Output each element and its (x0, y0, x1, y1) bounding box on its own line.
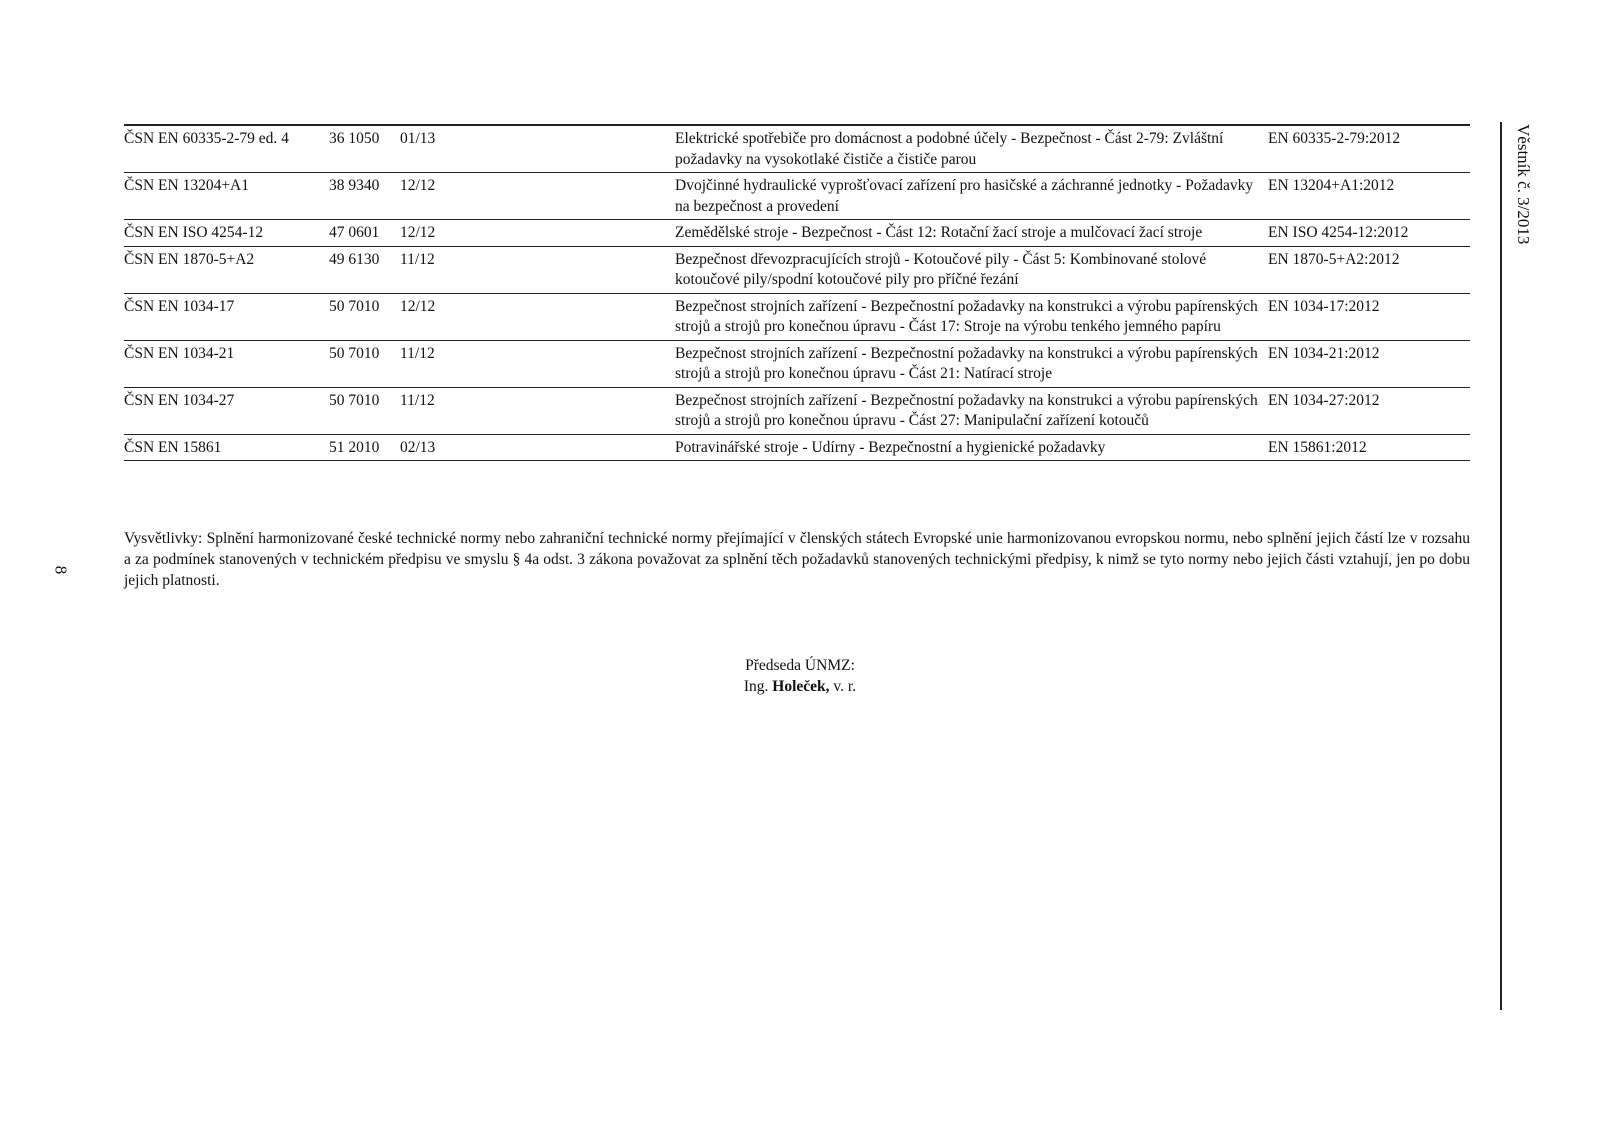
standard-title: Bezpečnost strojních zařízení - Bezpečnostní požadavky na konstrukci a výrobu papírenských strojů a strojů pro konečnou úpravu - Část 21: Natírací stroje (675, 340, 1268, 387)
standard-title: Bezpečnost dřevozpracujících strojů - Kotoučové pily - Část 5: Kombinované stolové kotoučové pily/spodní kotoučové pily pro příčné řezání (675, 246, 1268, 293)
en-reference: EN 60335-2-79:2012 (1268, 125, 1470, 173)
side-rule (1500, 122, 1502, 1010)
en-reference: EN 1870-5+A2:2012 (1268, 246, 1470, 293)
issue-date: 11/12 (400, 246, 675, 293)
standard-title: Bezpečnost strojních zařízení - Bezpečnostní požadavky na konstrukci a výrobu papírenských strojů a strojů pro konečnou úpravu - Část 17: Stroje na výrobu tenkého jemného papíru (675, 293, 1268, 340)
signature-name: Holeček, (772, 678, 830, 695)
issue-date: 02/13 (400, 434, 675, 461)
issue-date: 12/12 (400, 293, 675, 340)
signature-line (0, 676, 1600, 697)
issue-date: 01/13 (400, 125, 675, 173)
standard-code: ČSN EN 60335-2-79 ed. 4 (124, 125, 329, 173)
table-row (124, 293, 1470, 340)
standard-code: ČSN EN 1870-5+A2 (124, 246, 329, 293)
en-reference: EN ISO 4254-12:2012 (1268, 220, 1470, 247)
table-row (124, 434, 1470, 461)
table-row (124, 246, 1470, 293)
issue-date: 11/12 (400, 387, 675, 434)
classification-number: 36 1050 (329, 125, 400, 173)
signature-prefix: Ing. (743, 678, 769, 695)
standard-title: Zemědělské stroje - Bezpečnost - Část 12: Rotační žací stroje a mulčovací žací stroje (675, 220, 1268, 247)
standard-code: ČSN EN 15861 (124, 434, 329, 461)
en-reference: EN 1034-17:2012 (1268, 293, 1470, 340)
issue-date: 12/12 (400, 220, 675, 247)
classification-number: 47 0601 (329, 220, 400, 247)
explanatory-note: Vysvětlivky: Splnění harmonizované české technické normy nebo zahraniční technické normy přejímající v členských státech Evropské unie harmonizovanou evropskou normu, nebo splnění jejich částí lze v rozsahu a za podmínek stanovených v technickém předpisu ve smyslu § 4a odst. 3 zákona považovat za splnění těch požadavků stanovených technickými předpisy, k nimž se tyto normy nebo jejich části vztahují, jen po dobu jejich platnosti. (124, 529, 1470, 589)
standard-code: ČSN EN 1034-21 (124, 340, 329, 387)
standards-table-container (124, 124, 1470, 461)
standard-title: Bezpečnost strojních zařízení - Bezpečnostní požadavky na konstrukci a výrobu papírenských strojů a strojů pro konečnou úpravu - Část 27: Manipulační zařízení kotoučů (675, 387, 1268, 434)
en-reference: EN 1034-27:2012 (1268, 387, 1470, 434)
classification-number: 50 7010 (329, 340, 400, 387)
classification-number: 51 2010 (329, 434, 400, 461)
page-number: 8 (51, 565, 71, 575)
standard-code: ČSN EN ISO 4254-12 (124, 220, 329, 247)
issue-date: 12/12 (400, 173, 675, 220)
en-reference: EN 15861:2012 (1268, 434, 1470, 461)
standard-title: Elektrické spotřebiče pro domácnost a podobné účely - Bezpečnost - Část 2-79: Zvláštní požadavky na vysokotlaké čističe a čističe parou (675, 125, 1268, 173)
classification-number: 50 7010 (329, 387, 400, 434)
en-reference: EN 1034-21:2012 (1268, 340, 1470, 387)
signature-block (0, 655, 1600, 697)
table-row (124, 387, 1470, 434)
standard-code: ČSN EN 13204+A1 (124, 173, 329, 220)
standards-table (124, 124, 1470, 461)
standard-title: Potravinářské stroje - Udírny - Bezpečnostní a hygienické požadavky (675, 434, 1268, 461)
table-row (124, 173, 1470, 220)
journal-title: Věstník č. 3/2013 (1514, 124, 1533, 245)
signature-role: Předseda ÚNMZ: (745, 657, 855, 674)
table-row (124, 340, 1470, 387)
issue-date: 11/12 (400, 340, 675, 387)
standard-code: ČSN EN 1034-17 (124, 293, 329, 340)
classification-number: 38 9340 (329, 173, 400, 220)
table-row (124, 125, 1470, 173)
signature-suffix: v. r. (833, 678, 857, 695)
classification-number: 50 7010 (329, 293, 400, 340)
classification-number: 49 6130 (329, 246, 400, 293)
standard-code: ČSN EN 1034-27 (124, 387, 329, 434)
en-reference: EN 13204+A1:2012 (1268, 173, 1470, 220)
standard-title: Dvojčinné hydraulické vyprošťovací zařízení pro hasičské a záchranné jednotky - Požadavky na bezpečnost a provedení (675, 173, 1268, 220)
standards-table-body (124, 125, 1470, 461)
table-row (124, 220, 1470, 247)
